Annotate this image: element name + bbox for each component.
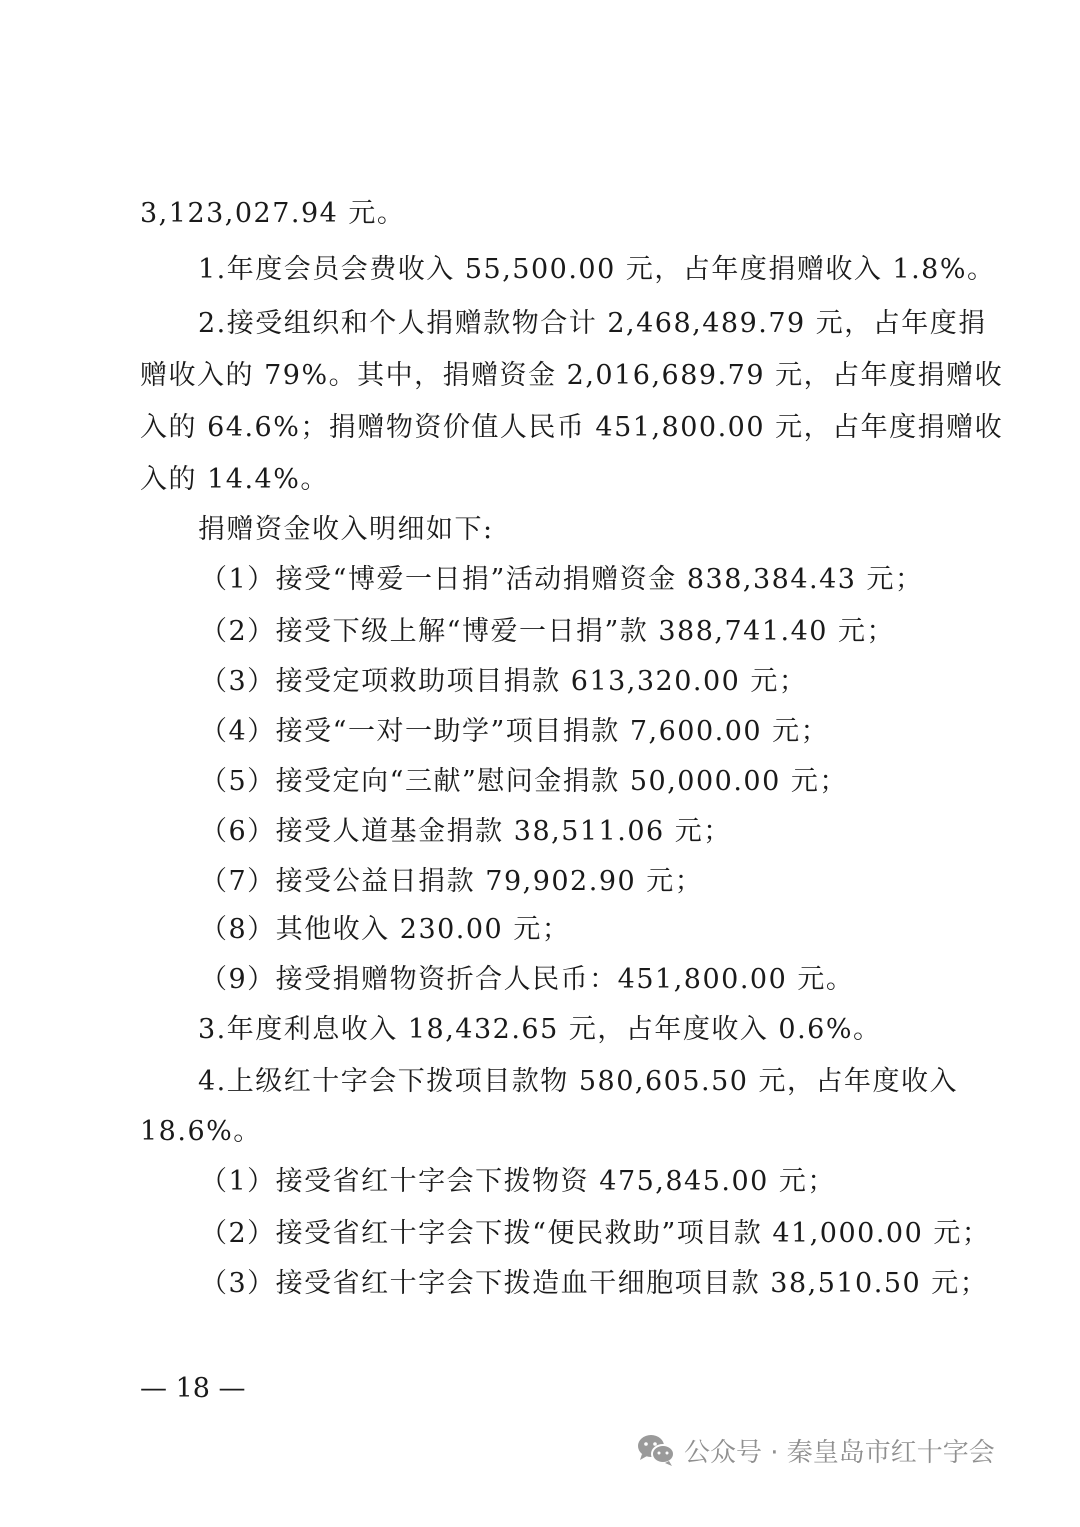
- text-line-continuation: 3,123,027.94 元。: [140, 198, 406, 229]
- text-line-donations-goods-end: 入的 14.4%。: [140, 464, 329, 495]
- wechat-icon: [636, 1433, 676, 1467]
- text-line-donations-goods: 入的 64.6%；捐赠物资价值人民币 451,800.00 元，占年度捐赠收: [140, 412, 1004, 443]
- wechat-watermark: [636, 1430, 995, 1470]
- list-item-8: （8）其他收入 230.00 元；: [200, 914, 571, 945]
- list-item-9: （9）接受捐赠物资折合人民币：451,800.00 元。: [200, 964, 855, 995]
- list-item-6: （6）接受人道基金捐款 38,511.06 元；: [200, 816, 732, 847]
- list-item-2: （2）接受下级上解“博爱一日捐”款 388,741.40 元；: [200, 616, 896, 647]
- list-item-7: （7）接受公益日捐款 79,902.90 元；: [200, 866, 704, 897]
- text-line-membership-fees: 1.年度会员会费收入 55,500.00 元，占年度捐赠收入 1.8%。: [198, 254, 996, 285]
- list-item-allocated-1: （1）接受省红十字会下拨物资 475,845.00 元；: [200, 1166, 836, 1197]
- list-item-5: （5）接受定向“三献”慰问金捐款 50,000.00 元；: [200, 766, 848, 797]
- list-item-3: （3）接受定项救助项目捐款 613,320.00 元；: [200, 666, 808, 697]
- text-line-donations-total: 2.接受组织和个人捐赠款物合计 2,468,489.79 元，占年度捐: [198, 308, 987, 339]
- list-item-1: （1）接受“博爱一日捐”活动捐赠资金 838,384.43 元；: [200, 564, 924, 595]
- text-line-allocated-funds-end: 18.6%。: [140, 1116, 262, 1147]
- page-number: — 18 —: [140, 1373, 246, 1404]
- list-item-4: （4）接受“一对一助学”项目捐款 7,600.00 元；: [200, 716, 830, 747]
- text-line-allocated-funds: 4.上级红十字会下拨项目款物 580,605.50 元，占年度收入: [198, 1066, 959, 1097]
- watermark-text: 公众号 · 秦皇岛市红十字会: [684, 1437, 995, 1468]
- list-item-allocated-3: （3）接受省红十字会下拨造血干细胞项目款 38,510.50 元；: [200, 1268, 989, 1299]
- list-item-allocated-2: （2）接受省红十字会下拨“便民救助”项目款 41,000.00 元；: [200, 1218, 991, 1249]
- text-line-details-heading: 捐赠资金收入明细如下:: [198, 514, 494, 545]
- text-line-interest-income: 3.年度利息收入 18,432.65 元，占年度收入 0.6%。: [198, 1014, 882, 1045]
- text-line-donations-funds: 赠收入的 79%。其中，捐赠资金 2,016,689.79 元，占年度捐赠收: [140, 360, 1004, 391]
